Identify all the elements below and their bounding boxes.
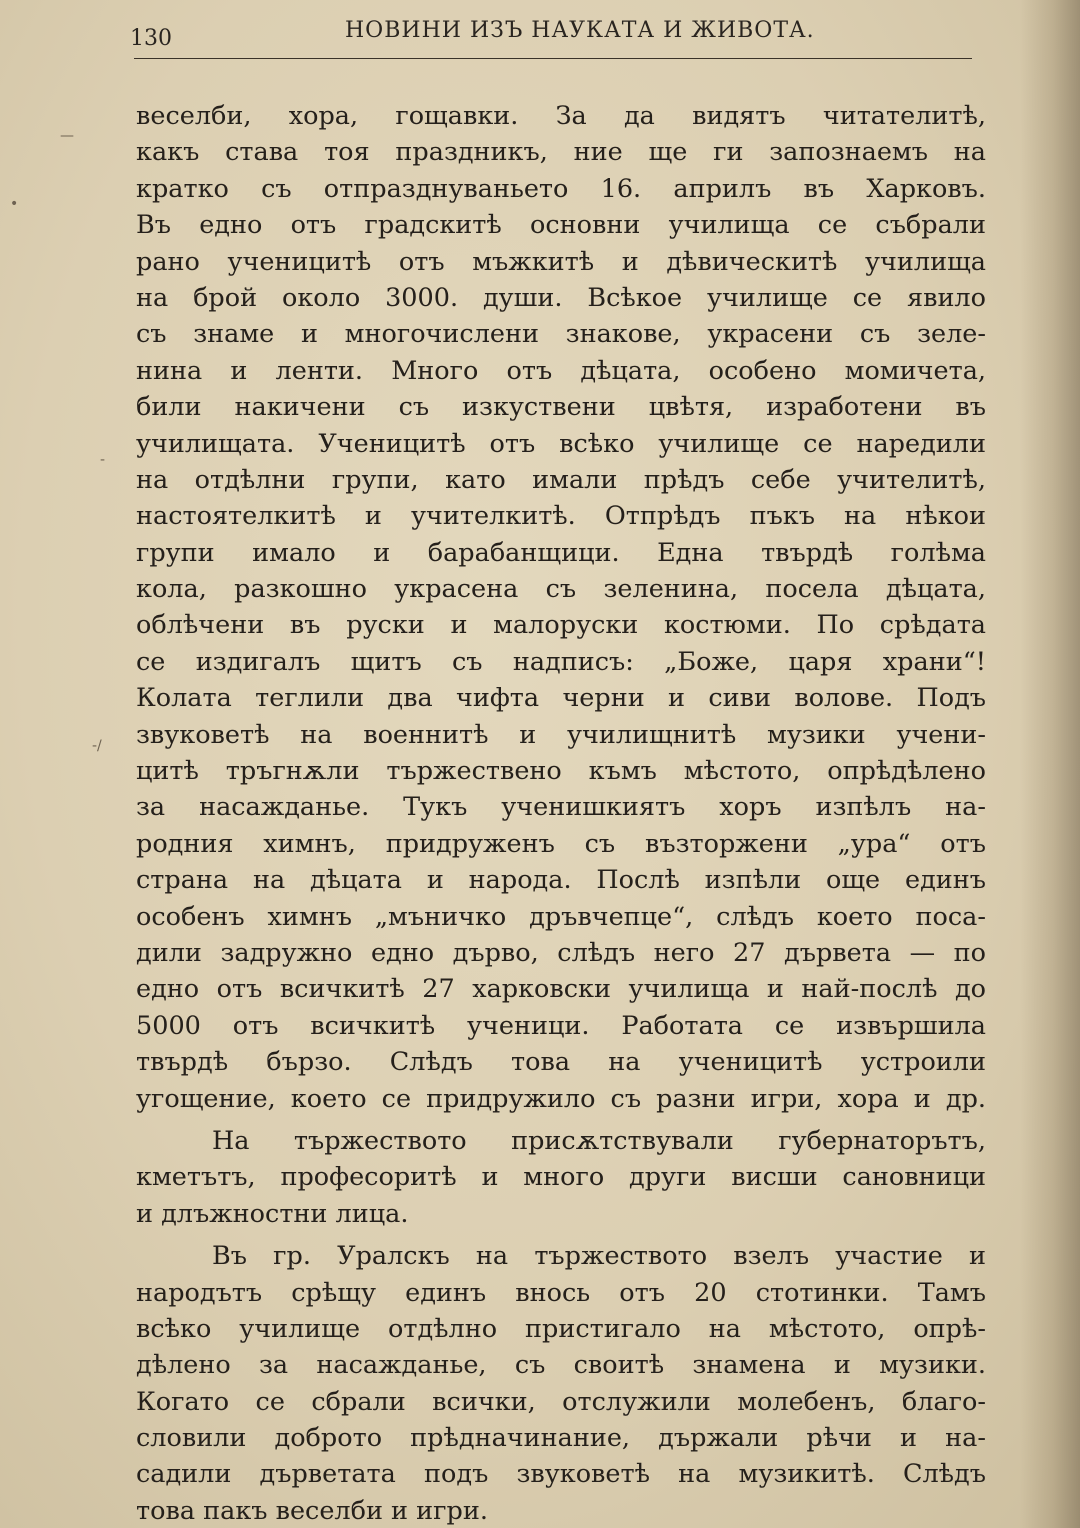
page-header-title: НОВИНИ ИЗЪ НАУКАТА И ЖИВОТА. <box>345 18 815 43</box>
body-text <box>136 98 986 1528</box>
text-line: страна на дѣцата и народа. Послѣ изпѣли още единъ <box>136 865 986 896</box>
text-line: нина и ленти. Много отъ дѣцата, особено момичета, <box>136 355 986 386</box>
text-line: съ знаме и многочислени знакове, украсени съ зеле- <box>136 319 986 350</box>
text-line: училищата. Ученицитѣ отъ всѣко училище се наредили <box>136 428 986 459</box>
page-gutter-shadow <box>1020 0 1080 1528</box>
text-line: цитѣ тръгнѫли тържествено къмъ мѣстото, опрѣдѣлено <box>136 756 986 787</box>
text-line: едно отъ всичкитѣ 27 харковски училища и най-послѣ до <box>136 974 986 1005</box>
text-line: особенъ химнъ „мъничко дръвчепце“, слѣдъ което поса- <box>136 901 986 932</box>
text-line: настоятелкитѣ и учителкитѣ. Отпрѣдъ пъкъ на нѣкои <box>136 501 986 532</box>
text-line: облѣчени въ руски и малоруски костюми. По срѣдата <box>136 610 986 641</box>
margin-dot-mark: • <box>10 196 19 212</box>
text-line: рано ученицитѣ отъ мъжкитѣ и дѣвическитѣ училища <box>136 246 986 277</box>
text-line: родния химнъ, придруженъ съ възторжени „ура“ отъ <box>136 828 986 859</box>
text-line: веселби, хора, гощавки. За да видятъ читателитѣ, <box>136 101 986 131</box>
text-line: звуковетѣ на военнитѣ и училищнитѣ музики учени- <box>136 719 986 750</box>
text-line: угощение, което се придружило съ разни игри, хора и др. <box>136 1083 986 1114</box>
text-line: словили доброто прѣдначинание, държали рѣчи и на- <box>136 1423 986 1454</box>
paragraph <box>136 98 986 1117</box>
text-line: кметътъ, професоритѣ и много други висши сановници <box>136 1162 986 1193</box>
text-line: 5000 отъ всичкитѣ ученици. Работата се извършила <box>136 1010 986 1041</box>
text-line: кола, разкошно украсена съ зеленина, посела дѣцата, <box>136 574 986 605</box>
text-line: дили задружно едно дърво, слѣдъ него 27 дървета — по <box>136 937 986 968</box>
text-line: за насажданье. Тукъ ученишкиятъ хоръ изпѣлъ на- <box>136 792 986 823</box>
text-line: групи имало и барабанщици. Една твърдѣ голѣма <box>136 537 986 568</box>
text-line: На тържеството присѫтствували губернаторътъ, <box>212 1125 986 1156</box>
text-line: това пакъ веселби и игри. <box>136 1495 488 1526</box>
text-line: какъ става тоя праздникъ, ние ще ги запознаемъ на <box>136 137 986 168</box>
text-line: били накичени съ изкуствени цвѣтя, изработени въ <box>136 392 986 423</box>
text-line: садили дърветата подъ звуковетѣ на музикитѣ. Слѣдъ <box>136 1459 986 1490</box>
margin-dash-mark: — <box>60 128 74 144</box>
text-line: на отдѣлни групи, като имали прѣдъ себе учителитѣ, <box>136 464 986 495</box>
margin-dash-mark: -/ <box>92 738 102 754</box>
running-head <box>130 14 970 54</box>
text-line: кратко съ отпразднуваньето 16. априлъ въ Харковъ. <box>136 173 986 204</box>
paragraph <box>136 1238 986 1528</box>
text-line: народътъ срѣщу единъ внось отъ 20 стотинки. Тамъ <box>136 1277 986 1308</box>
text-line: се издигалъ щитъ съ надписъ: „Боже, царя храни“! <box>136 646 986 677</box>
text-line: и длъжностни лица. <box>136 1198 409 1229</box>
text-line: на брой около 3000. души. Всѣкое училище се явило <box>136 282 986 313</box>
text-line: Въ едно отъ градскитѣ основни училища се събрали <box>136 210 986 241</box>
text-line: всѣко училище отдѣлно пристигало на мѣстото, опрѣ- <box>136 1313 986 1344</box>
page-number: 130 <box>130 26 172 51</box>
text-line: Въ гр. Уралскъ на тържеството взелъ участие и <box>212 1241 986 1272</box>
text-line: Колата теглили два чифта черни и сиви волове. Подъ <box>136 683 986 714</box>
text-line: твърдѣ бързо. Слѣдъ това на ученицитѣ устроили <box>136 1047 986 1078</box>
paragraph <box>136 1123 986 1232</box>
text-line: Когато се сбрали всички, отслужили молебенъ, благо- <box>136 1386 986 1417</box>
text-line: дѣлено за насажданье, съ своитѣ знамена и музики. <box>136 1350 986 1381</box>
header-rule <box>134 58 972 59</box>
margin-dash-mark: - <box>100 452 106 468</box>
